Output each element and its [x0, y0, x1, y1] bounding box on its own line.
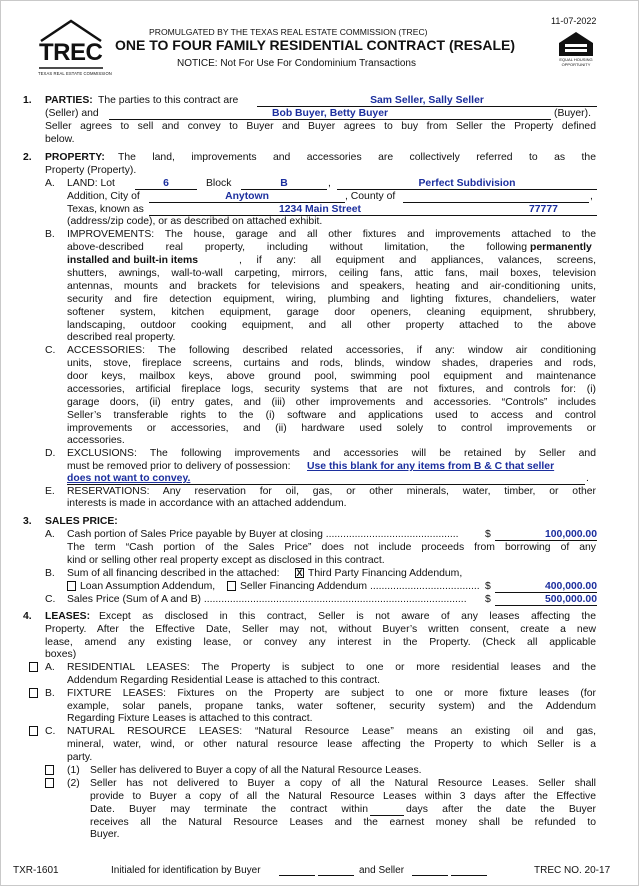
sales-a-letter: A.: [45, 529, 55, 540]
improvements-line3-rest: , if any: all equipment and appliances, valances, screens,: [239, 255, 596, 266]
block-label: Block: [206, 178, 232, 189]
exclusions-field-line1[interactable]: Use this blank for any items from B & C that seller: [307, 461, 555, 472]
fixture-leases-line3: Regarding Fixture Leases is attached to this contract.: [67, 713, 313, 724]
fixture-leases-line1: FIXTURE LEASES: Fixtures on the Property are subject to one or more fixture leases (for: [67, 688, 596, 699]
buyer-name-field[interactable]: Bob Buyer, Betty Buyer: [109, 108, 551, 120]
accessories-line5: garage doors, (ii) entry gates, and (iii) other improvements and accessories. “Controls” includes: [67, 397, 596, 408]
exclusions-line2: must be removed prior to delivery of possession:: [67, 461, 291, 472]
fixture-leases-line2: example, solar panels, propane tanks, water softener, security system) and the Addendum: [67, 701, 596, 712]
accessories-line1: ACCESSORIES: The following described related accessories, if any: window air conditioning: [67, 345, 596, 356]
third-party-financing-checkbox[interactable]: X: [296, 568, 303, 578]
sales-price-heading: SALES PRICE:: [45, 516, 118, 527]
cash-portion-field[interactable]: 100,000.00: [495, 529, 597, 541]
property-b-letter: B.: [45, 229, 55, 240]
loan-assumption-label: Loan Assumption Addendum,: [80, 581, 216, 592]
nr-option1-text: Seller has delivered to Buyer a copy of all the Natural Resource Leases.: [90, 765, 422, 776]
property-d-letter: D.: [45, 448, 56, 459]
accessories-line4: accessories, artificial fireplace logs, security systems that are not fixtures, and controls for: (i): [67, 384, 596, 395]
street-address-value: 1234 Main Street: [279, 204, 362, 215]
form-id: TXR-1601: [13, 865, 59, 876]
leases-line2: Property. After the Effective Date, Seller may not, without Buyer’s written consent, create a new: [45, 624, 596, 635]
improvements-line9: described real property.: [67, 332, 176, 343]
initials-seller-label: and Seller: [359, 865, 405, 876]
parties-line4: below.: [45, 134, 75, 145]
nr-option2-number: (2): [67, 778, 80, 789]
nr-option2-line2: provide to Buyer a copy of all the Natural Resource Leases within 3 days after the Effective: [90, 791, 596, 802]
nr-option2-line3a: Date. Buyer may terminate the contract within: [90, 804, 368, 815]
nr-option2-line5: Buyer.: [90, 829, 120, 840]
improvements-built-in: installed and built-in items: [67, 255, 199, 266]
section-3-number: 3.: [23, 516, 32, 527]
form-date: 11-07-2022: [551, 16, 597, 26]
improvements-line1: IMPROVEMENTS: The house, garage and all other fixtures and improvements attached to the: [67, 229, 596, 240]
parties-seller-and: (Seller) and: [45, 108, 99, 119]
improvements-line8: landscaping, outdoor cooking equipment, and all other property attached to the above: [67, 320, 596, 331]
buyer-initials-field-1[interactable]: [279, 865, 315, 876]
third-party-financing-label: Third Party Financing Addendum,: [308, 568, 463, 579]
comma-sep: ,: [590, 191, 593, 202]
nr-option2-line3b: days after the date the Buyer: [406, 804, 596, 815]
cash-dollar-sign: $: [485, 529, 491, 540]
parties-buyer-label: (Buyer).: [554, 108, 591, 119]
parties-line3: Seller agrees to sell and convey to Buyer and Buyer agrees to buy from Seller the Property defined: [45, 121, 596, 132]
addition-city-label: Addition, City of: [67, 191, 140, 202]
improvements-line4: shutters, awnings, wall-to-wall carpeting, mirrors, ceiling fans, attic fans, mail boxes, television: [67, 268, 596, 279]
address-note: (address/zip code), or as described on attached exhibit.: [67, 216, 323, 227]
promulgated-line: PROMULGATED BY THE TEXAS REAL ESTATE COMMISSION (TREC): [149, 27, 428, 37]
seller-initials-field-1[interactable]: [412, 865, 448, 876]
exclusions-line1: EXCLUSIONS: The following improvements and accessories will be retained by Seller and: [67, 448, 596, 459]
leases-a-letter: A.: [45, 662, 55, 673]
section-2-number: 2.: [23, 152, 32, 163]
accessories-line2: units, stove, fireplace screens, curtains and rods, blinds, window shades, draperies and rods,: [67, 358, 596, 369]
leases-line4: boxes): [45, 649, 77, 660]
total-dollar-sign: $: [485, 594, 491, 605]
subdivision-field[interactable]: Perfect Subdivision: [337, 178, 597, 190]
equal-housing-label: EQUAL HOUSING OPPORTUNITY: [559, 57, 593, 67]
accessories-line8: accessories.: [67, 435, 125, 446]
improvements-line6: security and fire detection equipment, wiring, plumbing and lighting fixtures, chandeliers, water: [67, 294, 596, 305]
property-e-letter: E.: [45, 486, 55, 497]
leases-line3: lease, amend any existing lease, or convey any interest in the Property. (Check all applicable: [45, 637, 596, 648]
texas-known-label: Texas, known as: [67, 204, 144, 215]
seller-initials-field-2[interactable]: [451, 865, 487, 876]
property-heading: PROPERTY:: [45, 152, 105, 163]
contract-title: ONE TO FOUR FAMILY RESIDENTIAL CONTRACT (RESALE): [115, 37, 516, 53]
trec-number: TREC NO. 20-17: [534, 865, 611, 876]
block-field[interactable]: B: [241, 178, 327, 190]
financing-amount-field[interactable]: 400,000.00: [495, 581, 597, 593]
nr-not-delivered-checkbox[interactable]: [45, 778, 54, 788]
trec-logo-tagline: TEXAS REAL ESTATE COMMISSION: [38, 71, 112, 76]
fixture-leases-checkbox[interactable]: [29, 688, 38, 698]
improvements-permanently: permanently: [530, 242, 592, 253]
seller-financing-checkbox[interactable]: [227, 581, 236, 591]
section-4-number: 4.: [23, 611, 32, 622]
property-line2: Property (Property).: [45, 165, 137, 176]
property-line1: The land, improvements and accessories are collectively referred to as the: [118, 152, 596, 163]
nr-delivered-checkbox[interactable]: [45, 765, 54, 775]
condominium-notice: NOTICE: Not For Use For Condominium Transactions: [177, 58, 416, 69]
county-label: , County of: [345, 191, 396, 202]
nr-option2-line4: receives all the Natural Resource Leases and the earnest money shall be refunded to: [90, 817, 596, 828]
loan-assumption-checkbox[interactable]: [67, 581, 76, 591]
accessories-line6: Seller’s transferable rights to the (i) software and applications used to access and control: [67, 410, 596, 421]
leases-c-letter: C.: [45, 726, 56, 737]
accessories-line7: improvements or accessories, and (ii) hardware used solely to control improvements or: [67, 423, 596, 434]
natural-resource-line2: mineral, water, wind, or other natural resource lease affecting the Property to which Seller is a: [67, 739, 596, 750]
financing-sum-label: Sum of all financing described in the attached:: [67, 568, 280, 579]
reservations-line1: RESERVATIONS: Any reservation for oil, gas, or other minerals, water, timber, or other: [67, 486, 596, 497]
period-sep: .: [586, 473, 589, 484]
sales-price-total-field[interactable]: 500,000.00: [495, 594, 597, 606]
cash-portion-note1: The term “Cash portion of the Sales Price” does not include proceeds from borrowing of any: [67, 542, 596, 553]
seller-financing-label: Seller Financing Addendum ......................................: [240, 581, 480, 592]
city-field[interactable]: Anytown: [149, 191, 345, 203]
comma-sep: ,: [328, 178, 331, 189]
cash-portion-label: Cash portion of Sales Price payable by Buyer at closing ..............................................: [67, 529, 459, 540]
exclusions-field-value2: does not want to convey.: [67, 473, 191, 484]
improvements-line2: above-described real property, including without limitation, the following: [67, 242, 527, 253]
cash-portion-note2: kind or selling other real property except as disclosed in this contract.: [67, 555, 385, 566]
improvements-line7: softener system, kitchen equipment, garage door openers, cleaning equipment, shrubbery,: [67, 307, 596, 318]
initials-buyer-label: Initialed for identification by Buyer: [111, 865, 261, 876]
trec-logo-word: TREC: [39, 39, 103, 66]
lot-field[interactable]: 6: [135, 178, 197, 190]
residential-leases-checkbox[interactable]: [29, 662, 38, 672]
seller-name-field[interactable]: Sam Seller, Sally Seller: [257, 95, 597, 107]
zip-value: 77777: [529, 204, 558, 215]
residential-leases-line1: RESIDENTIAL LEASES: The Property is subject to one or more residential leases and the: [67, 662, 596, 673]
financing-dollar-sign: $: [485, 581, 491, 592]
accessories-line3: door keys, mailbox keys, above ground pool, swimming pool equipment and maintenance: [67, 371, 596, 382]
improvements-line5: antennas, mounts and brackets for televisions and speakers, heating and air-conditioning units,: [67, 281, 596, 292]
sales-b-letter: B.: [45, 568, 55, 579]
county-field[interactable]: [403, 191, 589, 203]
parties-line1: The parties to this contract are: [98, 95, 239, 106]
leases-line1: Except as disclosed in this contract, Seller is not aware of any leases affecting the: [99, 611, 596, 622]
natural-resource-leases-checkbox[interactable]: [29, 726, 38, 736]
property-c-letter: C.: [45, 345, 56, 356]
address-field[interactable]: [149, 204, 597, 216]
leases-heading: LEASES:: [45, 611, 91, 622]
buyer-initials-field-2[interactable]: [318, 865, 354, 876]
leases-b-letter: B.: [45, 688, 55, 699]
section-1-number: 1.: [23, 95, 32, 106]
reservations-line2: interests is made in accordance with an attached addendum.: [67, 498, 347, 509]
nr-termination-days-field[interactable]: [370, 804, 404, 816]
sales-c-letter: C.: [45, 594, 56, 605]
nr-option2-line1: Seller has not delivered to Buyer a copy of all the Natural Resource Leases. Seller shall: [90, 778, 596, 789]
sales-price-total-label: Sales Price (Sum of A and B) ...........................................................................................: [67, 594, 467, 605]
property-a-letter: A.: [45, 178, 55, 189]
land-lot-label: LAND: Lot: [67, 178, 115, 189]
natural-resource-line1: NATURAL RESOURCE LEASES: “Natural Resource Lease” means an existing oil and gas,: [67, 726, 596, 737]
residential-leases-line2: Addendum Regarding Residential Lease is attached to this contract.: [67, 675, 381, 686]
parties-heading: PARTIES:: [45, 95, 93, 106]
nr-option1-number: (1): [67, 765, 80, 776]
natural-resource-line3: party.: [67, 752, 93, 763]
